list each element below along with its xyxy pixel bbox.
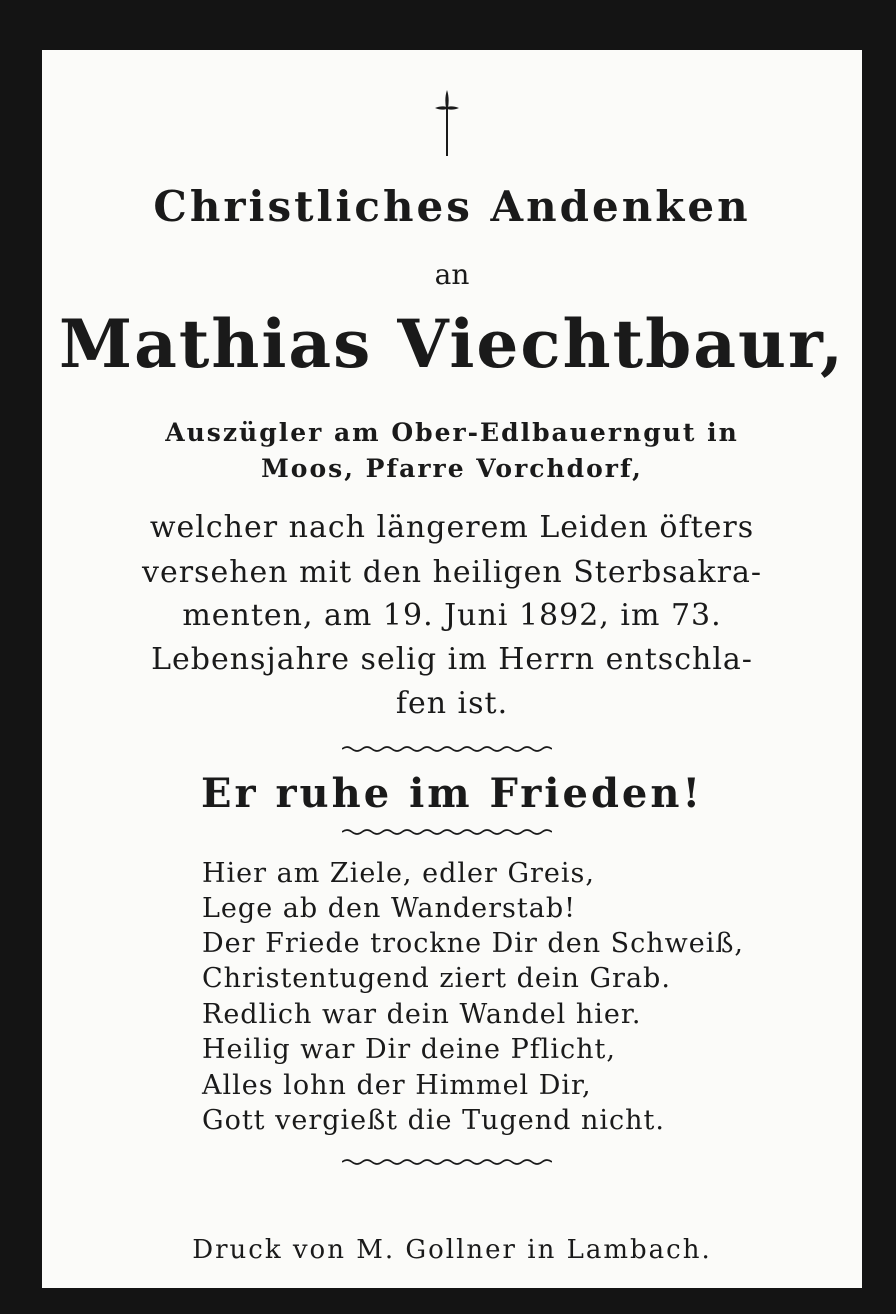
- wave-divider: [342, 743, 552, 755]
- deceased-name: Mathias Viechtbaur,: [59, 305, 845, 383]
- description-line: Moos, Pfarre Vorchdorf,: [261, 454, 643, 483]
- body-line: Lebensjahre selig im Herrn entschla-: [151, 642, 753, 677]
- rest-in-peace-line: Er ruhe im Frieden!: [200, 770, 704, 817]
- body-line: menten, am 19. Juni 1892, im 73.: [182, 598, 722, 633]
- wave-divider: [342, 1156, 552, 1168]
- card-paper: [42, 50, 862, 1288]
- poem-line: Alles lohn der Himmel Dir,: [202, 1070, 592, 1101]
- wave-divider: [342, 826, 552, 838]
- body-line: versehen mit den heiligen Sterbsakra-: [142, 555, 762, 590]
- poem-line: Christentugend ziert dein Grab.: [202, 963, 671, 994]
- poem-line: Hier am Ziele, edler Greis,: [202, 858, 595, 889]
- body-line: welcher nach längerem Leiden öfters: [149, 510, 755, 545]
- poem-line: Redlich war dein Wandel hier.: [202, 999, 642, 1030]
- body-line: fen ist.: [395, 686, 509, 721]
- card-title: Christliches Andenken: [153, 182, 751, 231]
- poem-line: Gott vergießt die Tugend nicht.: [202, 1105, 665, 1136]
- cross-icon: [432, 86, 462, 158]
- poem-line: Der Friede trockne Dir den Schweiß,: [202, 928, 745, 959]
- printer-footer: Druck von M. Gollner in Lambach.: [192, 1235, 712, 1265]
- poem-line: Lege ab den Wanderstab!: [202, 893, 576, 924]
- connector-word: an: [434, 258, 470, 291]
- description-line: Auszügler am Ober-Edlbauerngut in: [165, 418, 739, 447]
- poem-line: Heilig war Dir deine Pflicht,: [202, 1034, 616, 1065]
